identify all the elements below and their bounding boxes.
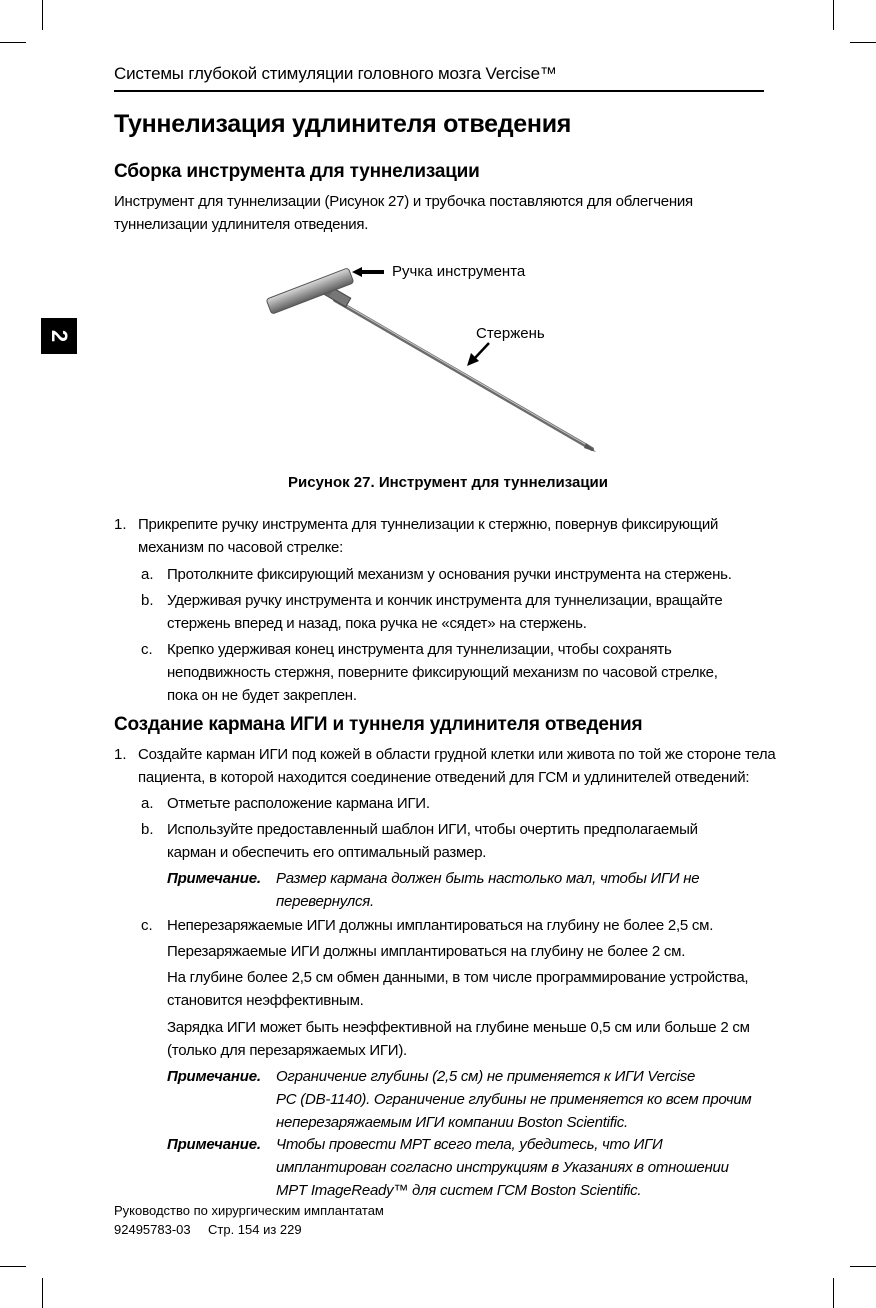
note-text: Размер кармана должен быть настолько мал, чтобы ИГИ не bbox=[276, 870, 700, 887]
substep-letter: b. bbox=[141, 821, 154, 838]
crop-mark bbox=[833, 0, 834, 30]
substep-text: неподвижность стержня, поверните фиксирующий механизм по часовой стрелке, bbox=[167, 664, 718, 681]
tool-tip bbox=[584, 443, 596, 452]
crop-mark bbox=[833, 1278, 834, 1308]
note-label: Примечание. bbox=[167, 1068, 261, 1085]
intro-line: Инструмент для туннелизации (Рисунок 27) и трубочка поставляются для облегчения bbox=[114, 193, 693, 210]
running-header: Системы глубокой стимуляции головного мозга Vercise™ bbox=[114, 64, 557, 83]
step-text: Создайте карман ИГИ под кожей в области грудной клетки или живота по той же стороне тела bbox=[138, 746, 776, 763]
substep-text: На глубине более 2,5 см обмен данными, в том числе программирование устройства, bbox=[167, 969, 749, 986]
section-heading: Сборка инструмента для туннелизации bbox=[114, 161, 480, 182]
substep-text: Перезаряжаемые ИГИ должны имплантироваться на глубину не более 2 см. bbox=[167, 943, 686, 960]
substep-text: карман и обеспечить его оптимальный размер. bbox=[167, 844, 487, 861]
substep-letter: c. bbox=[141, 641, 153, 658]
substep-text: (только для перезаряжаемых ИГИ). bbox=[167, 1042, 407, 1059]
handle-label: Ручка инструмента bbox=[392, 263, 526, 280]
section-heading: Создание кармана ИГИ и туннеля удлинителя отведения bbox=[114, 714, 643, 735]
step-text: пациента, в которой находится соединение отведений для ГСМ и удлинителей отведений: bbox=[138, 769, 750, 786]
chapter-tab-label: 2 bbox=[47, 329, 72, 343]
substep-letter: a. bbox=[141, 566, 154, 583]
crop-mark bbox=[42, 0, 43, 30]
substep-letter: b. bbox=[141, 592, 154, 609]
note-label: Примечание. bbox=[167, 870, 261, 887]
header-rule bbox=[114, 90, 764, 92]
shaft-arrow bbox=[474, 343, 489, 359]
crop-mark bbox=[42, 1278, 43, 1308]
note-text: Чтобы провести МРТ всего тела, убедитесь, что ИГИ bbox=[276, 1136, 663, 1153]
step-number: 1. bbox=[114, 746, 127, 763]
footer-page-number: Стр. 154 из 229 bbox=[208, 1222, 302, 1237]
substep-text: Отметьте расположение кармана ИГИ. bbox=[167, 795, 430, 812]
substep-text: Крепко удерживая конец инструмента для туннелизации, чтобы сохранять bbox=[167, 641, 672, 658]
tool-shaft bbox=[335, 300, 592, 449]
substep-letter: c. bbox=[141, 917, 153, 934]
tunneling-tool-illustration bbox=[260, 255, 610, 465]
chapter-tab bbox=[41, 318, 77, 354]
note-text: MPT ImageReady™ для систем ГСМ Boston Scientific. bbox=[276, 1182, 642, 1199]
note-text: имплантирован согласно инструкциям в Указаниях в отношении bbox=[276, 1159, 729, 1176]
crop-mark bbox=[0, 1266, 26, 1267]
footer-title: Руководство по хирургическим имплантатам bbox=[114, 1203, 384, 1218]
note-text: Ограничение глубины (2,5 см) не применяется к ИГИ Vercise bbox=[276, 1068, 696, 1085]
note-text: неперезаряжаемым ИГИ компании Boston Scientific. bbox=[276, 1114, 628, 1131]
substep-text: Удерживая ручку инструмента и кончик инструмента для туннелизации, вращайте bbox=[167, 592, 723, 609]
substep-text: Используйте предоставленный шаблон ИГИ, чтобы очертить предполагаемый bbox=[167, 821, 698, 838]
crop-mark bbox=[850, 1266, 876, 1267]
substep-text: становится неэффективным. bbox=[167, 992, 364, 1009]
figure-caption: Рисунок 27. Инструмент для туннелизации bbox=[288, 474, 608, 491]
substep-letter: a. bbox=[141, 795, 154, 812]
substep-text: стержень вперед и назад, пока ручка не «сядет» на стержень. bbox=[167, 615, 587, 632]
note-text: PC (DB-1140). Ограничение глубины не применяется ко всем прочим bbox=[276, 1091, 752, 1108]
tool-handle bbox=[266, 268, 354, 314]
step-number: 1. bbox=[114, 516, 127, 533]
shaft-label: Стержень bbox=[476, 325, 545, 342]
intro-line: туннелизации удлинителя отведения. bbox=[114, 216, 369, 233]
note-label: Примечание. bbox=[167, 1136, 261, 1153]
page-title: Туннелизация удлинителя отведения bbox=[114, 110, 572, 138]
substep-text: Зарядка ИГИ может быть неэффективной на глубине меньше 0,5 см или больше 2 см bbox=[167, 1019, 750, 1036]
note-text: перевернулся. bbox=[276, 893, 374, 910]
substep-text: пока он не будет закреплен. bbox=[167, 687, 357, 704]
handle-arrow bbox=[352, 267, 384, 277]
step-text: механизм по часовой стрелке: bbox=[138, 539, 344, 556]
footer-doc-number: 92495783-03 bbox=[114, 1222, 191, 1237]
crop-mark bbox=[850, 42, 876, 43]
step-text: Прикрепите ручку инструмента для туннелизации к стержню, повернув фиксирующий bbox=[138, 516, 719, 533]
crop-mark bbox=[0, 42, 26, 43]
substep-text: Протолкните фиксирующий механизм у основания ручки инструмента на стержень. bbox=[167, 566, 732, 583]
substep-text: Неперезаряжаемые ИГИ должны имплантироваться на глубину не более 2,5 см. bbox=[167, 917, 714, 934]
